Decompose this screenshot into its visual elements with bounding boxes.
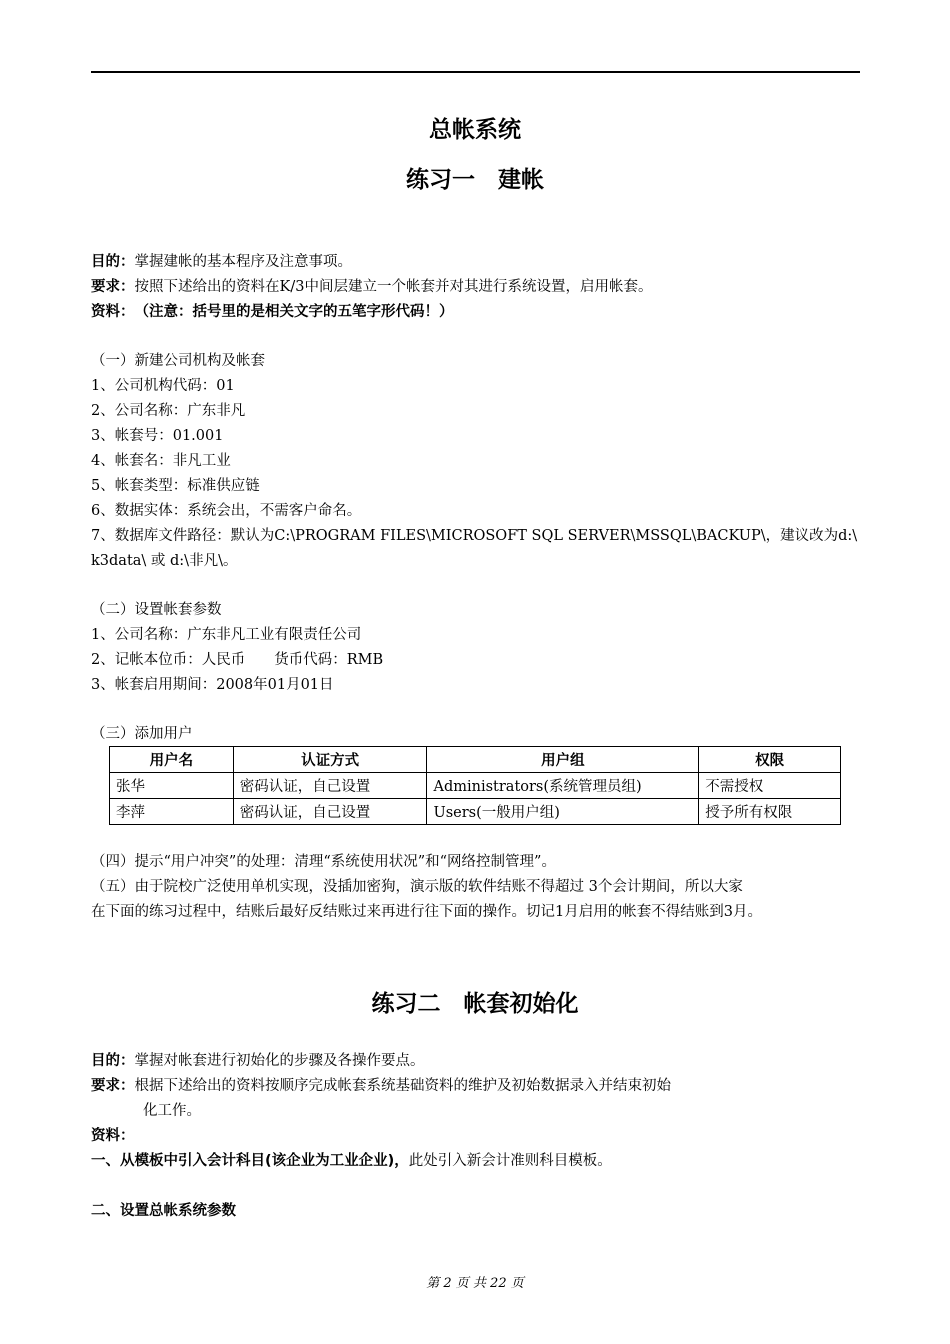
ex2-item1 — [91, 1151, 612, 1171]
section1-item: 1、公司机构代码：01 — [91, 378, 235, 394]
purpose-text: 掌握对帐套进行初始化的步骤及各操作要点。 — [134, 1053, 425, 1069]
ex1-purpose — [91, 252, 352, 272]
table-cell: 密码认证，自己设置 — [233, 799, 427, 825]
table-cell: 授予所有权限 — [699, 799, 841, 825]
ex2-require — [91, 1076, 671, 1096]
document-title: 总帐系统 — [429, 117, 521, 143]
users-table — [109, 746, 841, 825]
section5-text: 在下面的练习过程中，结账后最好反结账过来再进行往下面的操作。切记1月启用的帐套不得结账到3月。 — [91, 904, 762, 920]
page-footer: 第 2 页 共 22 页 — [426, 1276, 524, 1291]
section2-item: 1、公司名称：广东非凡工业有限责任公司 — [91, 627, 362, 643]
column-header: 认证方式 — [233, 747, 427, 773]
require-label: 要求： — [91, 279, 135, 295]
section1-heading: （一）新建公司机构及帐套 — [91, 353, 265, 369]
table-cell: 李萍 — [110, 799, 234, 825]
section5-text: （五）由于院校广泛使用单机实现，没插加密狗，演示版的软件结账不得超过 3个会计期间，所以大家 — [91, 879, 743, 895]
table-cell: 不需授权 — [699, 773, 841, 799]
item1-bold: 一、从模板中引入会计科目(该企业为工业企业)， — [91, 1153, 409, 1169]
section1-item: 6、数据实体：系统会出，不需客户命名。 — [91, 503, 362, 519]
exercise2-heading: 练习二 帐套初始化 — [371, 991, 579, 1017]
section2-item: 2、记帐本位币：人民币 货币代码：RMB — [91, 652, 384, 668]
purpose-label: 目的： — [91, 254, 135, 270]
column-header: 权限 — [699, 747, 841, 773]
section1-item: 7、数据库文件路径：默认为C:\PROGRAM FILES\MICROSOFT SQL SERVER\MSSQL\BACKUP\，建议改为d:\ — [91, 528, 858, 544]
require-text: 根据下述给出的资料按顺序完成帐套系统基础资料的维护及初始数据录入并结束初始 — [134, 1078, 671, 1094]
section2-heading: （二）设置帐套参数 — [91, 602, 222, 618]
ex2-purpose — [91, 1051, 425, 1071]
material-label: 资料： — [91, 304, 128, 320]
table-cell: 张华 — [110, 773, 234, 799]
purpose-label: 目的： — [91, 1053, 135, 1069]
column-header: 用户组 — [427, 747, 699, 773]
section1-item: 3、帐套号：01.001 — [91, 428, 224, 444]
require-label: 要求： — [91, 1078, 135, 1094]
header-rule — [91, 71, 860, 73]
section2-item: 3、帐套启用期间：2008年01月01日 — [91, 677, 334, 693]
purpose-text: 掌握建帐的基本程序及注意事项。 — [134, 254, 352, 270]
ex2-require-cont: 化工作。 — [143, 1103, 201, 1119]
table-row — [110, 773, 841, 799]
table-header-row — [110, 747, 841, 773]
exercise1-heading: 练习一 建帐 — [406, 167, 544, 193]
column-header: 用户名 — [110, 747, 234, 773]
require-text: 按照下述给出的资料在K/3中间层建立一个帐套并对其进行系统设置，启用帐套。 — [134, 279, 653, 295]
ex1-material — [91, 302, 454, 322]
item1-text: 此处引入新会计准则科目模板。 — [408, 1153, 612, 1169]
section1-item: k3data\ 或 d:\非凡\。 — [91, 553, 238, 569]
section1-item: 4、帐套名：非凡工业 — [91, 453, 231, 469]
table-row — [110, 799, 841, 825]
ex1-require — [91, 277, 652, 297]
material-note: （注意：括号里的是相关文字的五笔字形代码！） — [127, 304, 454, 320]
table-cell: Administrators(系统管理员组) — [427, 773, 699, 799]
section1-item: 5、帐套类型：标准供应链 — [91, 478, 260, 494]
ex2-material: 资料： — [91, 1128, 135, 1144]
section1-item: 2、公司名称：广东非凡 — [91, 403, 246, 419]
ex2-item2: 二、设置总帐系统参数 — [91, 1203, 236, 1219]
section4-text: （四）提示“用户冲突”的处理：清理“系统使用状况”和“网络控制管理”。 — [91, 854, 556, 870]
table-cell: 密码认证，自己设置 — [233, 773, 427, 799]
section3-heading: （三）添加用户 — [91, 726, 193, 742]
table-cell: Users(一般用户组) — [427, 799, 699, 825]
